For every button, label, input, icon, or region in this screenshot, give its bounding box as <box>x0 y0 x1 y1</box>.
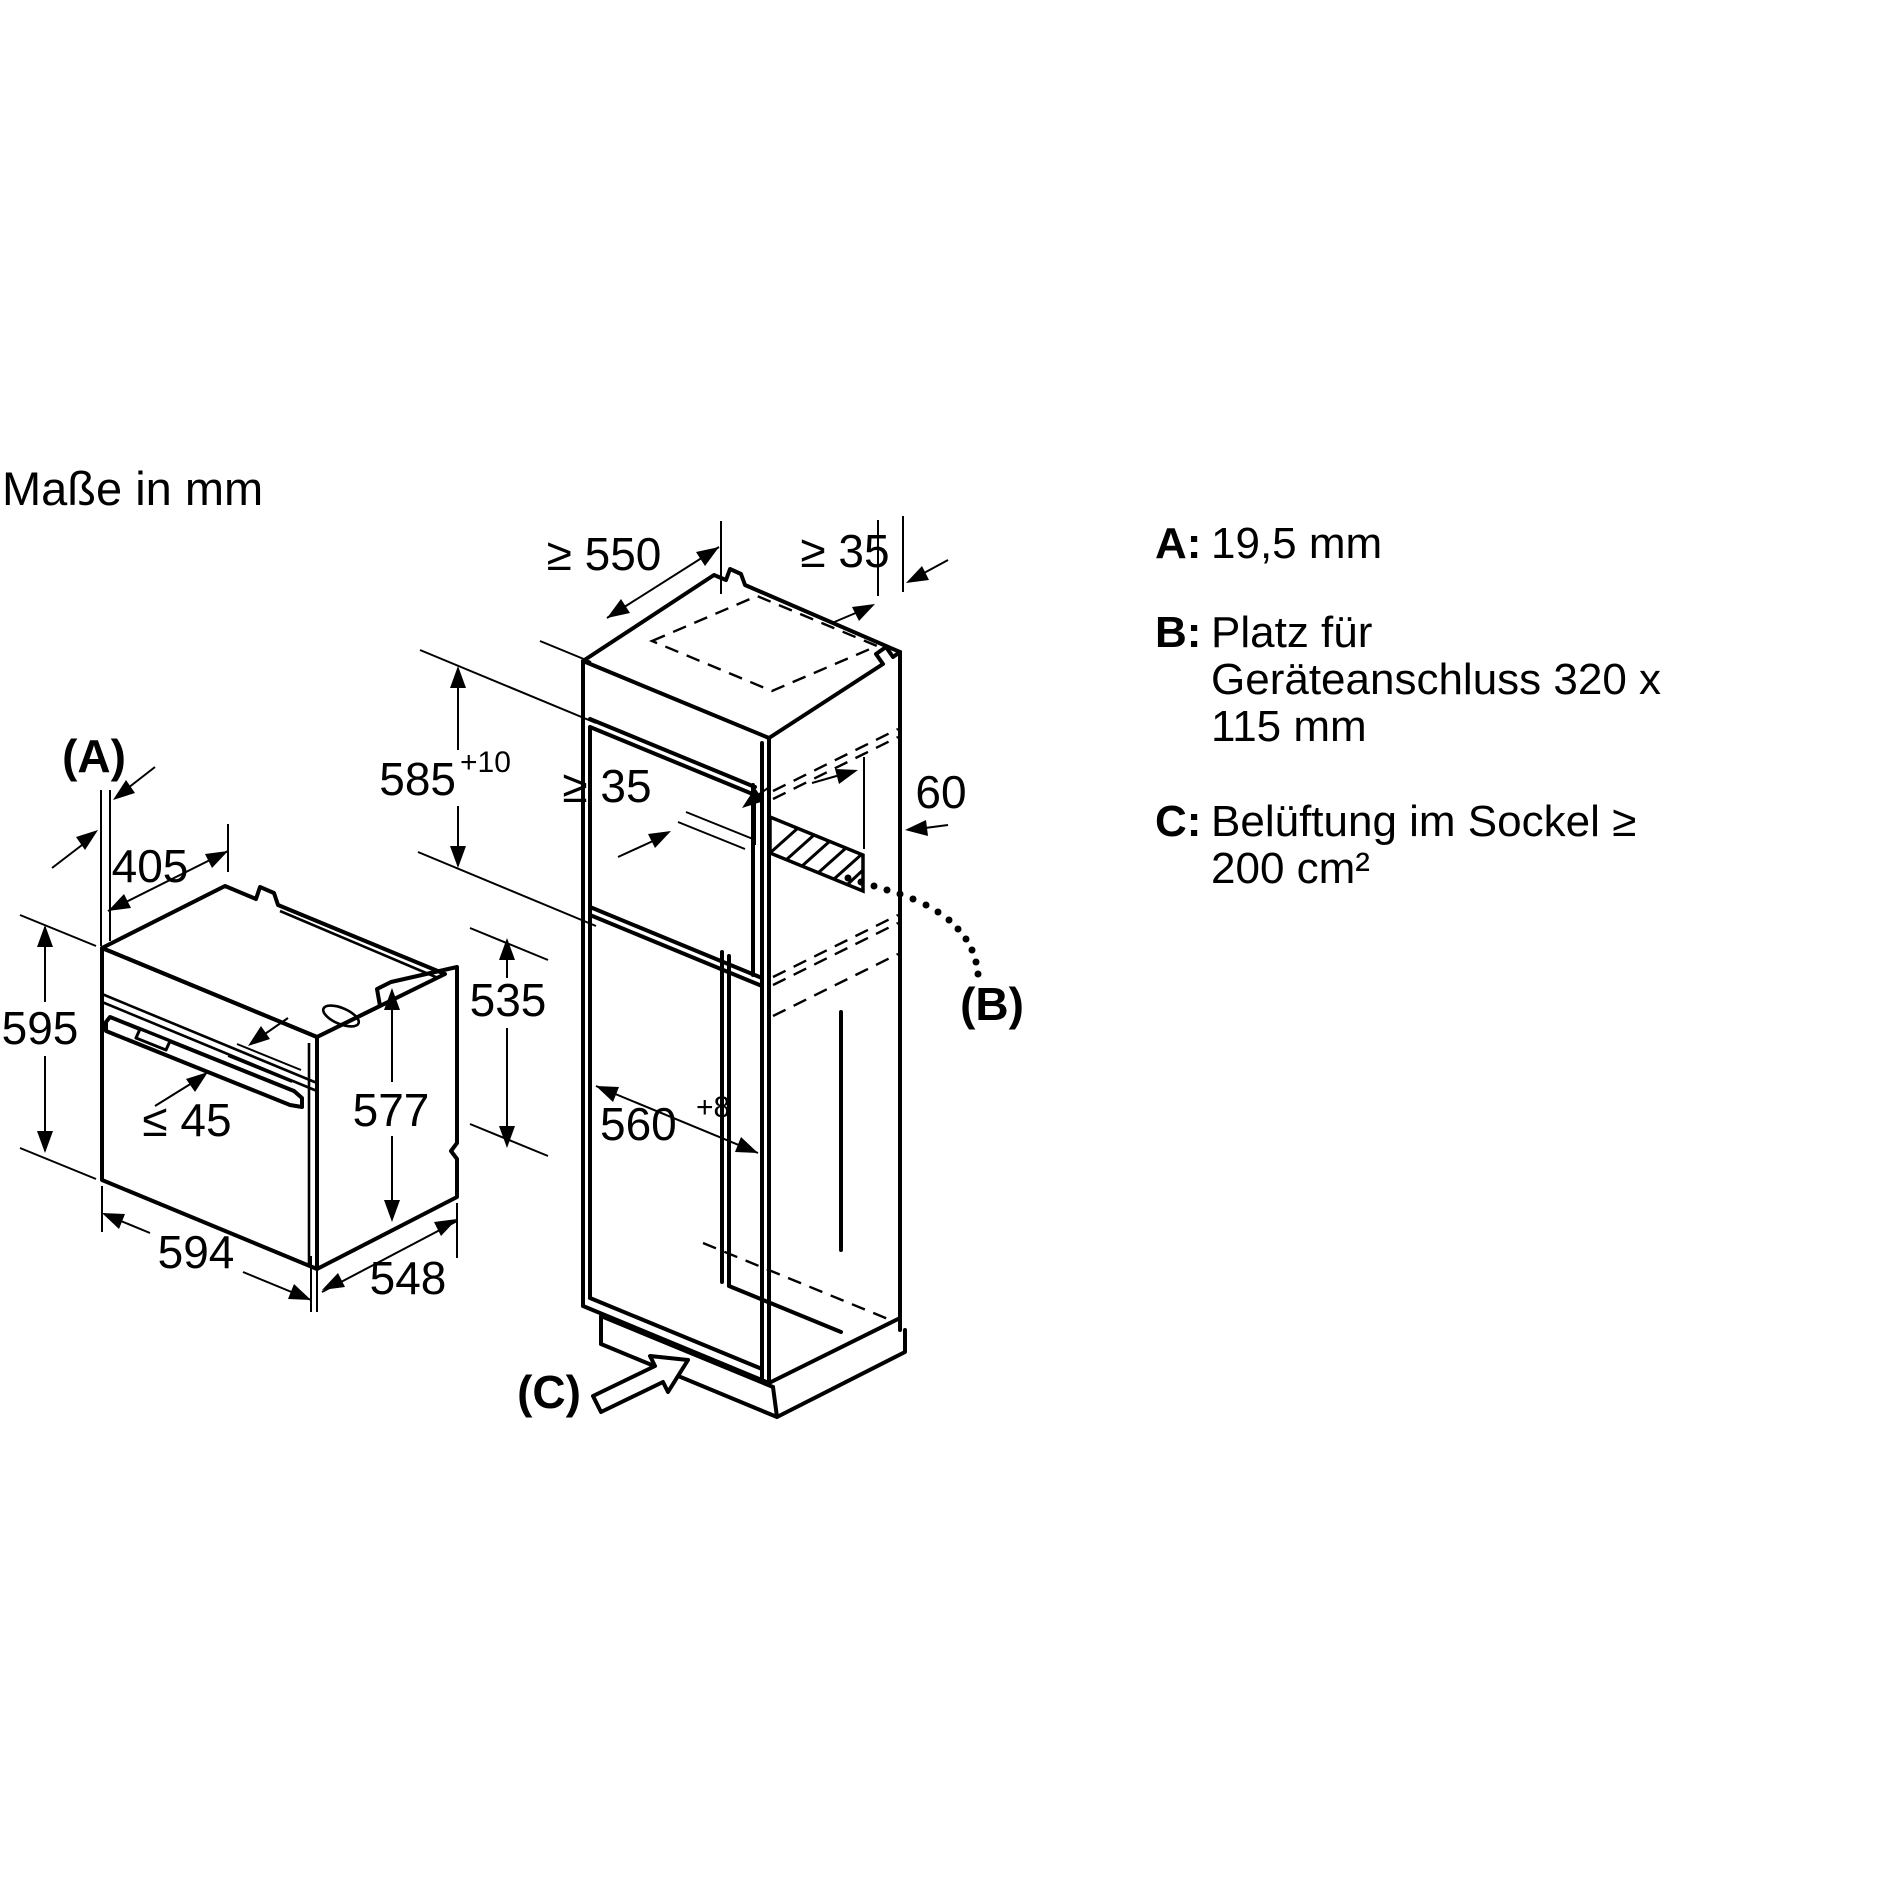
cabinet-top-gap-label: ≥ 35 <box>800 525 890 577</box>
appliance-height-label: 535 <box>469 974 547 1026</box>
cabinet-label-B: (B) <box>960 978 1024 1030</box>
legend-item-c <box>1155 798 1795 892</box>
oven-handle-depth-label: ≤ 45 <box>142 1094 232 1146</box>
cabinet-side-gap-label: ≥ 35 <box>562 760 652 812</box>
oven-top-inner-edge <box>280 911 438 978</box>
oven-drawing <box>2 730 457 1312</box>
oven-top-depth-label: 405 <box>111 840 189 892</box>
cabinet-top-face <box>583 569 900 738</box>
legend-text-a: 19,5 mm <box>1211 519 1383 568</box>
legend-key-c: C: <box>1155 797 1202 847</box>
vent-arrow-icon <box>593 1356 688 1412</box>
appliance-height-dim <box>470 928 548 1156</box>
legend <box>1155 520 1795 892</box>
legend-text-c: Belüftung im Sockel ≥ 200 cm² <box>1211 797 1637 894</box>
cabinet-drawing <box>379 516 1024 1418</box>
page-title: Maße in mm <box>2 462 264 515</box>
legend-item-a <box>1155 520 1795 567</box>
legend-key-b: B: <box>1155 608 1202 658</box>
cabinet-niche-height-tolerance: +10 <box>460 746 511 779</box>
oven-width-label: 594 <box>157 1226 235 1278</box>
cabinet-label-C: (C) <box>517 1366 581 1418</box>
dim-535 <box>470 928 548 1156</box>
cabinet-niche-width-tolerance: +8 <box>696 1091 731 1124</box>
cabinet-top-depth-label: ≥ 550 <box>546 528 662 580</box>
legend-key-a: A: <box>1155 519 1202 568</box>
cabinet-niche-width-label: 560 <box>600 1098 677 1150</box>
connection-leader-dots <box>845 875 982 978</box>
legend-item-b <box>1155 609 1795 750</box>
legend-text-b: Platz für Geräteanschluss 320 x 115 mm <box>1211 608 1662 752</box>
connection-offset-label: 60 <box>915 766 967 818</box>
cabinet-niche-height-label: 585 <box>379 753 456 805</box>
oven-depth-label: 548 <box>369 1252 447 1304</box>
oven-front-height-label: 595 <box>1 1002 79 1054</box>
oven-label-A: (A) <box>62 730 126 782</box>
oven-side-height-label: 577 <box>352 1084 430 1136</box>
